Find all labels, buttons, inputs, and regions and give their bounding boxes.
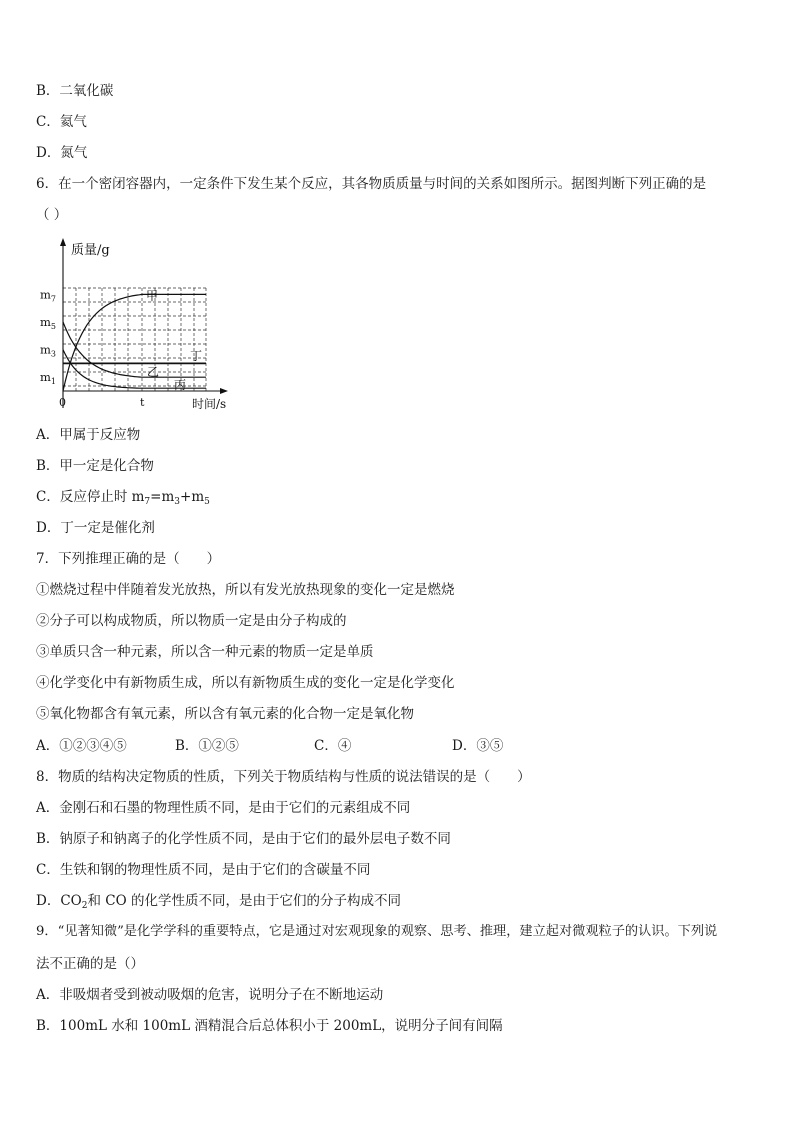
origin-label: 0 <box>59 396 66 409</box>
q6-paren: （ ） <box>36 207 68 223</box>
chart-curves <box>63 294 206 391</box>
chart-series-labels <box>146 289 202 392</box>
q9-stem-line1: 9．“见著知微”是化学学科的重要特点，它是通过对宏观现象的观察、思考、推理，建立起对微观粒子的认识。下列说 <box>36 924 718 939</box>
q7-option-c: C．④ <box>314 738 352 754</box>
x-axis-label: 时间/s <box>192 397 227 411</box>
q9-stem-line2: 法不正确的是（） <box>36 956 144 972</box>
q6-stem: 6．在一个密闭容器内，一定条件下发生某个反应，其各物质质量与时间的关系如图所示。据图判断下列正确的是 <box>36 176 707 192</box>
series-label-1: 乙 <box>147 365 160 379</box>
q8-option-c: C．生铁和钢的物理性质不同，是由于它们的含碳量不同 <box>36 862 371 878</box>
q7-statement-2: ②分子可以构成物质，所以物质一定是由分子构成的 <box>36 613 347 629</box>
mass-time-chart <box>34 236 234 416</box>
q7-statement-3: ③单质只含一种元素，所以含一种元素的物质一定是单质 <box>36 644 374 660</box>
q6-option-a: A．甲属于反应物 <box>36 427 141 443</box>
q8-option-a: A．金刚石和石墨的物理性质不同，是由于它们的元素组成不同 <box>36 800 411 816</box>
q7-option-a: A．①②③④⑤ <box>36 738 127 754</box>
q6-option-d: D．丁一定是催化剂 <box>36 520 155 536</box>
q6-option-b: B．甲一定是化合物 <box>36 458 154 474</box>
q8-stem: 8．物质的结构决定物质的性质，下列关于物质结构与性质的说法错误的是（ ） <box>36 769 531 785</box>
series-label-0: 甲 <box>146 289 159 303</box>
x-axis-arrow <box>220 388 228 394</box>
y-axis-label: 质量/g <box>71 243 110 258</box>
q7-statement-5: ⑤氧化物都含有氧元素，所以含有氧元素的化合物一定是氧化物 <box>36 706 414 722</box>
q5-option-b: B．二氧化碳 <box>36 83 114 99</box>
q5-option-c: C．氦气 <box>36 114 87 130</box>
q7-statement-4: ④化学变化中有新物质生成，所以有新物质生成的变化一定是化学变化 <box>36 675 455 691</box>
q9-option-a: A．非吸烟者受到被动吸烟的危害，说明分子在不断地运动 <box>36 987 384 1003</box>
q9-option-b: B．100mL 水和 100mL 酒精混合后总体积小于 200mL，说明分子间有间隔 <box>36 1018 503 1034</box>
q5-option-d: D．氮气 <box>36 145 88 161</box>
y-axis-arrow <box>60 238 66 246</box>
chart-axes <box>60 238 228 408</box>
y-tick-m5: $m_5$ <box>40 315 56 331</box>
q7-statement-1: ①燃烧过程中伴随着发光放热，所以有发光放热现象的变化一定是燃烧 <box>36 582 455 598</box>
series-label-3: 丁 <box>190 349 203 363</box>
chart-y-ticks <box>40 287 56 386</box>
q6-option-c: C．反应停止时 $m_7=m_3+m_5$ <box>36 489 210 507</box>
q7-option-d: D．③⑤ <box>452 738 504 754</box>
q8-option-b: B．钠原子和钠离子的化学性质不同，是由于它们的最外层电子数不同 <box>36 831 451 847</box>
y-tick-m1: $m_1$ <box>40 370 56 387</box>
q7-option-b: B．①②⑤ <box>175 738 239 754</box>
q8-option-d: D．$CO_2$和 CO 的化学性质不同，是由于它们的分子构成不同 <box>36 893 401 911</box>
x-tick-t: t <box>140 396 145 409</box>
q7-stem: 7．下列推理正确的是（ ） <box>36 551 221 567</box>
y-tick-m3: $m_3$ <box>40 342 56 359</box>
y-tick-m7: $m_7$ <box>40 287 56 304</box>
series-label-2: 丙 <box>174 378 187 392</box>
chart-grid <box>63 288 206 391</box>
